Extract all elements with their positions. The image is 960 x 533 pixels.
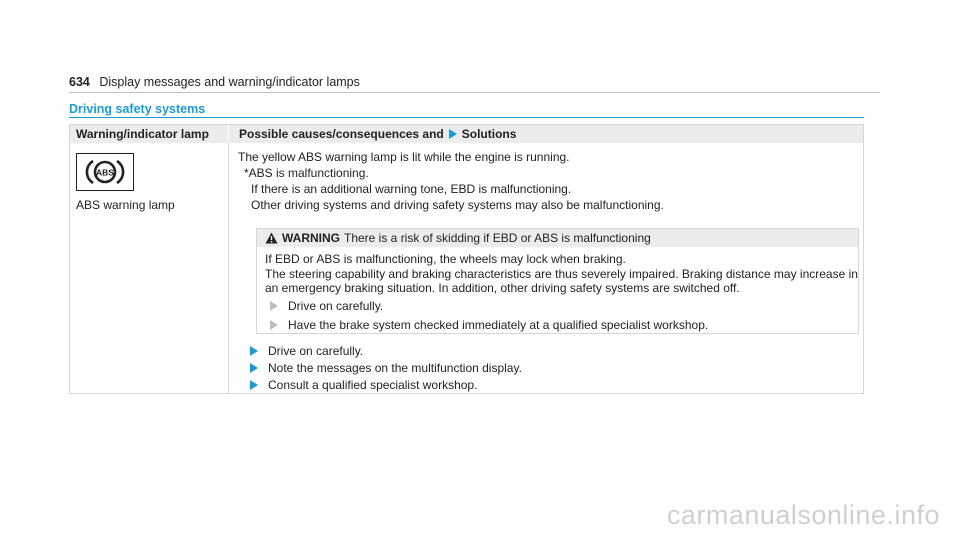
warning-label: WARNING: [282, 231, 340, 245]
section-title: Driving safety systems: [69, 102, 206, 116]
page-number: 634: [69, 75, 90, 89]
abs-icon-text: ABS: [96, 167, 114, 178]
solution-step-text: Drive on carefully.: [268, 344, 364, 358]
warning-header: [257, 229, 858, 247]
arrow-right-icon: [270, 320, 278, 330]
cause-line-1: The yellow ABS warning lamp is lit while the engine is running.: [238, 150, 570, 164]
page-header-title: Display messages and warning/indicator lamps: [99, 75, 360, 89]
column-header-solutions-text: Solutions: [461, 127, 517, 141]
page-header: [69, 75, 360, 89]
arrow-right-icon: [250, 346, 258, 356]
warning-title: There is a risk of skidding if EBD or ABS is malfunctioning: [344, 231, 651, 245]
warning-line-3: an emergency braking situation. In addition, other driving safety systems are switched off.: [265, 281, 740, 295]
cause-line-4: Other driving systems and driving safety systems may also be malfunctioning.: [251, 198, 664, 212]
arrow-right-icon: [250, 380, 258, 390]
column-divider: [228, 143, 229, 393]
arrow-right-icon: [250, 363, 258, 373]
warning-triangle-icon: [265, 232, 278, 244]
warning-box: [256, 228, 859, 334]
warning-step-text: Have the brake system checked immediately at a qualified specialist workshop.: [288, 318, 709, 332]
column-header-lamp: Warning/indicator lamp: [70, 125, 228, 143]
header-divider: [69, 92, 880, 93]
cause-line-2: *ABS is malfunctioning.: [244, 166, 369, 180]
section-divider: [69, 117, 864, 118]
arrow-right-icon: [449, 129, 457, 139]
watermark: carmanualsonline.info: [666, 500, 940, 530]
solution-step-text: Note the messages on the multifunction display.: [268, 361, 522, 375]
lamp-label: ABS warning lamp: [76, 198, 175, 212]
warning-step: [270, 318, 708, 333]
arrow-right-icon: [270, 301, 278, 311]
warning-lamp-table: [69, 124, 864, 394]
column-header-causes: [228, 125, 863, 143]
abs-warning-lamp-icon: [76, 153, 134, 191]
cause-line-3: If there is an additional warning tone, EBD is malfunctioning.: [251, 182, 572, 196]
solution-step-text: Consult a qualified specialist workshop.: [268, 378, 478, 392]
solution-step: [250, 378, 477, 393]
solution-step: [250, 361, 522, 376]
warning-line-1: If EBD or ABS is malfunctioning, the wheels may lock when braking.: [265, 252, 626, 266]
warning-step-text: Drive on carefully.: [288, 299, 384, 313]
warning-line-2: The steering capability and braking characteristics are thus severely impaired. Braking distance may increase in: [265, 267, 858, 281]
warning-step: [270, 299, 383, 314]
column-header-causes-text: Possible causes/consequences and: [239, 127, 444, 141]
solution-step: [250, 344, 363, 359]
